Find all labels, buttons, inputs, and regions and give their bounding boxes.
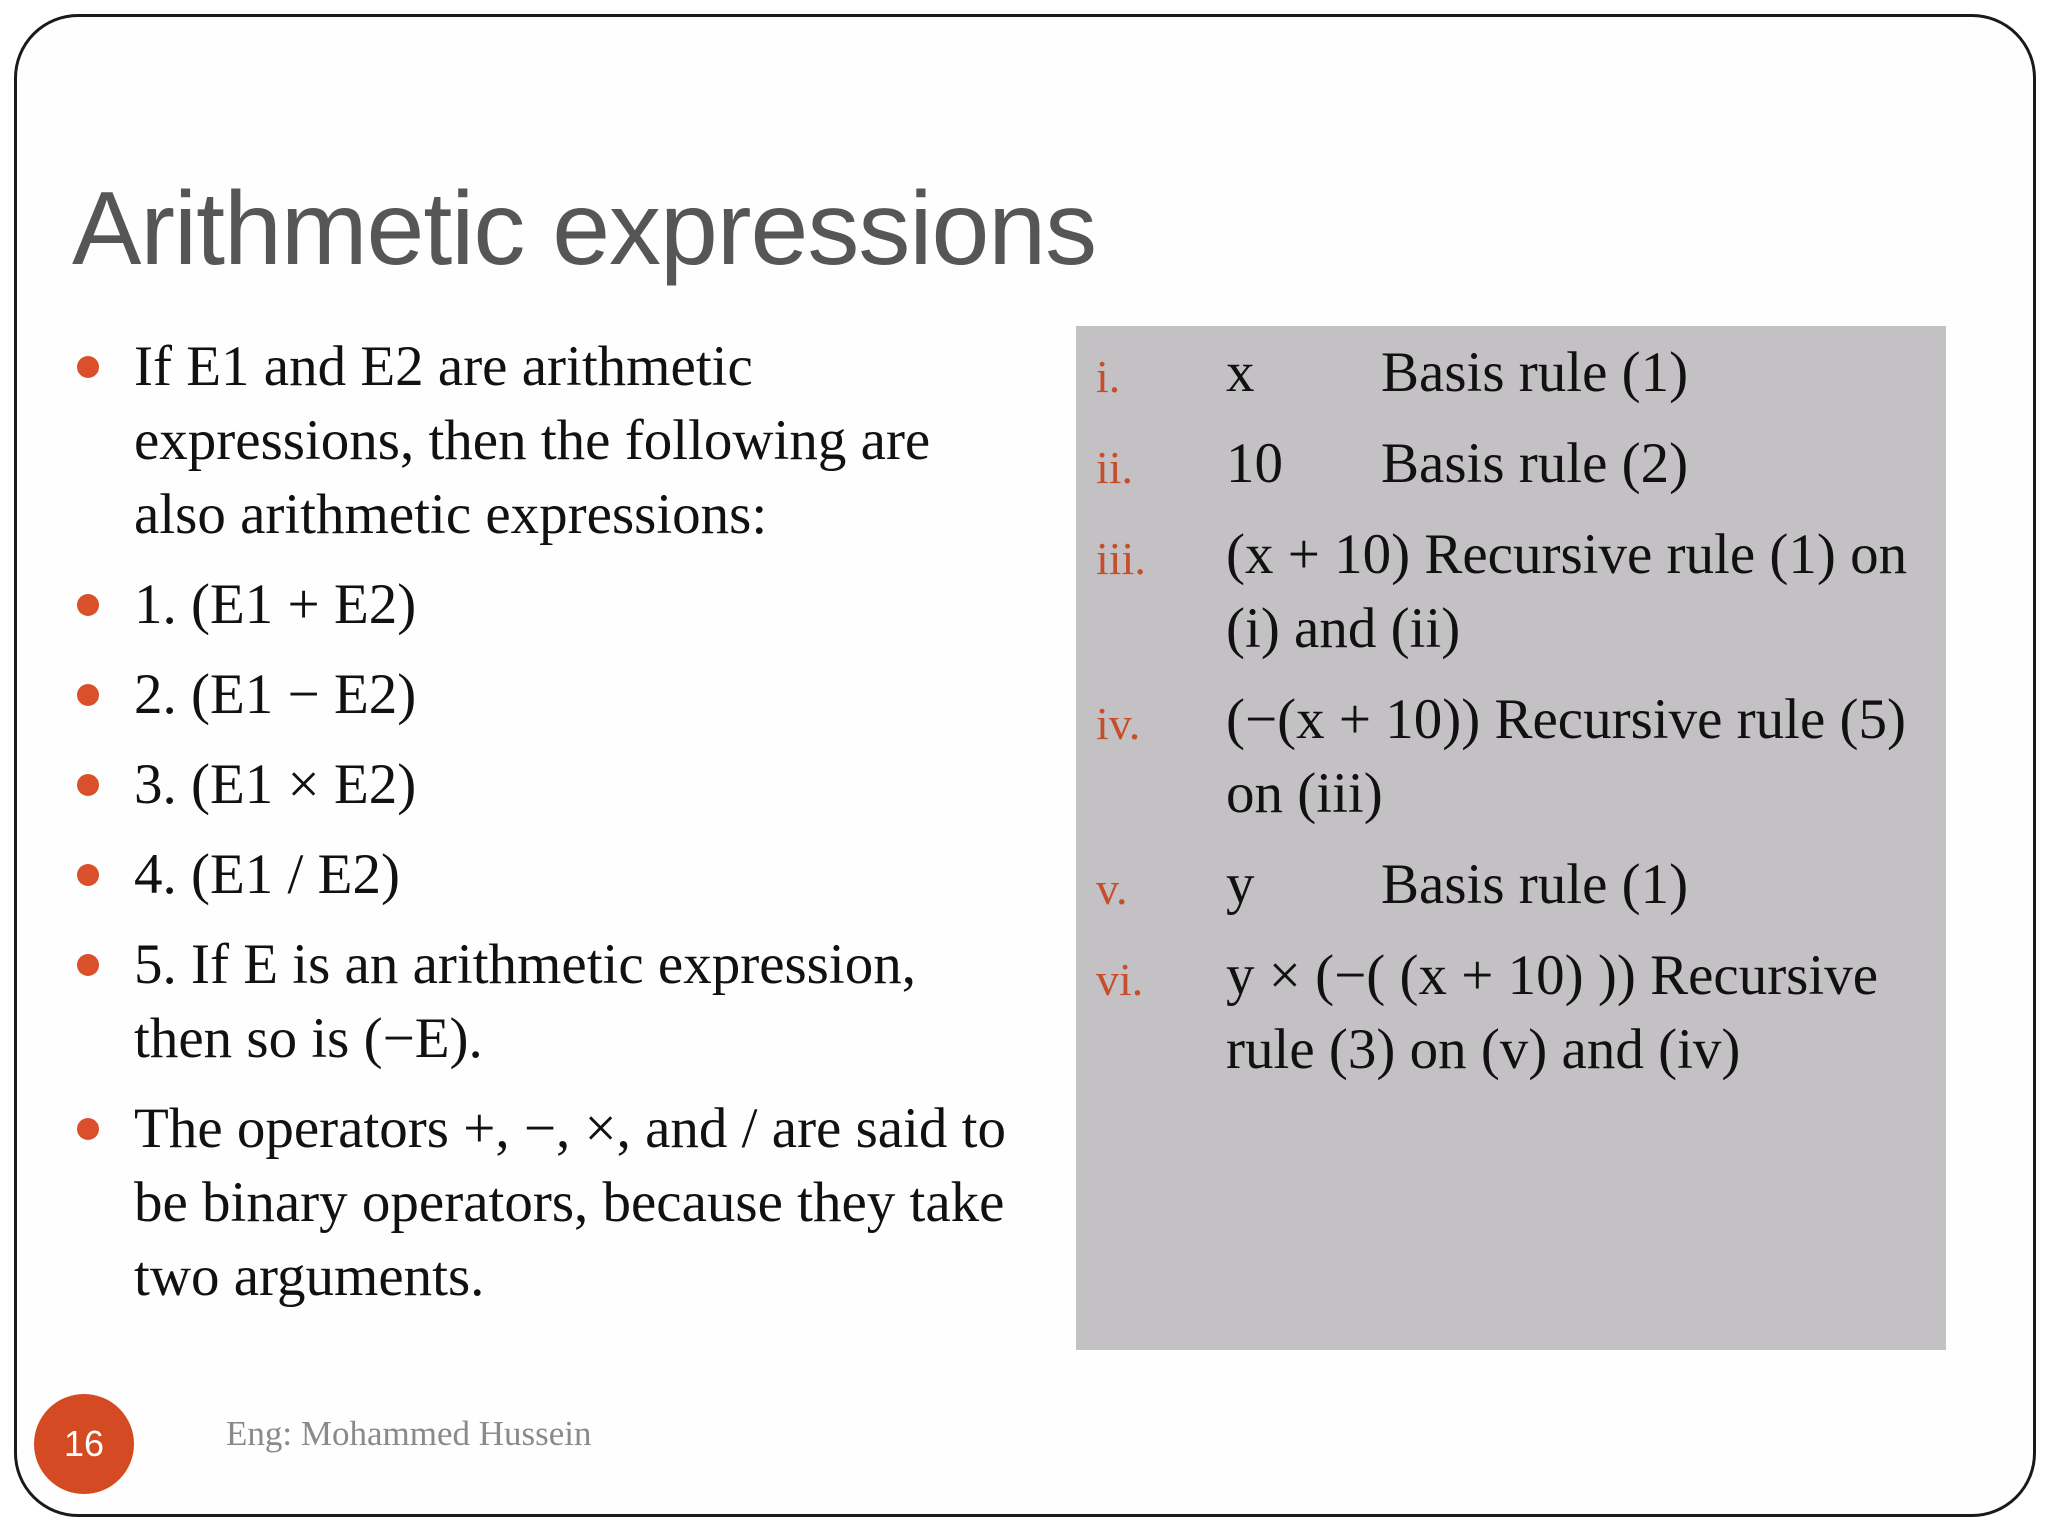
bullet-text: 5. If E is an arithmetic expression, then so is (−E). xyxy=(134,933,916,1070)
step-expression: x xyxy=(1226,341,1255,404)
bullet-item xyxy=(70,568,1010,642)
step-number: iv. xyxy=(1096,698,1141,749)
step-number: v. xyxy=(1096,863,1128,914)
bullet-text: The operators +, −, ×, and / are said to be binary operators, because they take two arguments. xyxy=(134,1097,1007,1308)
step-rule: Basis rule (1) xyxy=(1381,853,1689,916)
derivation-step xyxy=(1096,336,1936,410)
derivation-step xyxy=(1096,939,1936,1087)
step-text: (x + 10) Recursive rule (1) on (i) and (ii) xyxy=(1226,523,1908,660)
bullet-icon xyxy=(77,954,99,976)
derivation-step xyxy=(1096,427,1936,501)
page-number-badge: 16 xyxy=(34,1394,134,1494)
footer-author: Eng: Mohammed Hussein xyxy=(226,1414,592,1453)
step-number: vi. xyxy=(1096,954,1144,1005)
step-text: y × (−( (x + 10) )) Recursive rule (3) on (v) and (iv) xyxy=(1226,944,1878,1081)
bullet-text: 3. (E1 × E2) xyxy=(134,753,417,816)
step-expression: y xyxy=(1226,853,1255,916)
bullet-text: If E1 and E2 are arithmetic expressions, then the following are also arithmetic expressions: xyxy=(134,335,931,546)
bullet-icon xyxy=(77,1118,99,1140)
bullet-item xyxy=(70,928,1010,1076)
bullet-item xyxy=(70,330,1010,552)
step-rule: Basis rule (1) xyxy=(1381,341,1689,404)
step-text: (−(x + 10)) Recursive rule (5) on (iii) xyxy=(1226,688,1906,825)
bullet-icon xyxy=(77,594,99,616)
bullet-icon xyxy=(77,684,99,706)
step-expression: 10 xyxy=(1226,432,1283,495)
bullet-icon xyxy=(77,774,99,796)
derivation-step xyxy=(1096,683,1936,831)
bullet-icon xyxy=(77,864,99,886)
step-number: ii. xyxy=(1096,442,1134,493)
bullet-icon xyxy=(77,356,99,378)
bullet-item xyxy=(70,1092,1010,1314)
bullet-text: 1. (E1 + E2) xyxy=(134,573,417,636)
slide-title: Arithmetic expressions xyxy=(72,171,1097,287)
bullet-text: 2. (E1 − E2) xyxy=(134,663,417,726)
derivation-step xyxy=(1096,848,1936,922)
bullet-item xyxy=(70,658,1010,732)
derivation-steps xyxy=(1096,336,1936,1104)
step-rule: Basis rule (2) xyxy=(1381,432,1689,495)
bullet-item xyxy=(70,838,1010,912)
bullet-text: 4. (E1 / E2) xyxy=(134,843,400,906)
derivation-step xyxy=(1096,518,1936,666)
derivation-panel xyxy=(1076,326,1946,1350)
step-number: i. xyxy=(1096,351,1121,402)
step-number: iii. xyxy=(1096,533,1146,584)
bullet-list xyxy=(70,330,1010,1330)
bullet-item xyxy=(70,748,1010,822)
